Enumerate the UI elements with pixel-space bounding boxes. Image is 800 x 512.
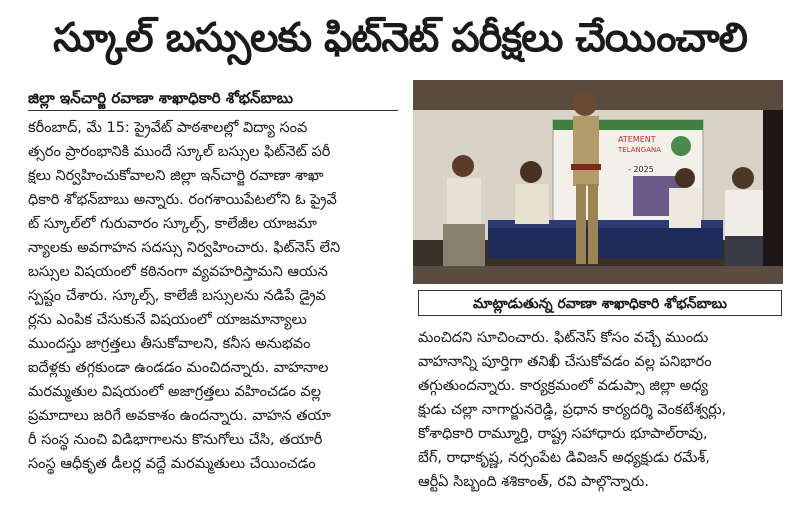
banner-text: ATEMENT	[618, 135, 656, 144]
article-line: ఐదేళ్లకు తగ్గకుండా ఉండడం మంచిదన్నారు. వాహనాల	[28, 360, 329, 376]
article-line: వాహనాన్ని పూర్తిగా తనిఖీ చేసుకోవడం వల్ల పనిభారం	[418, 354, 712, 370]
headline: స్కూల్ బస్సులకు ఫిట్‌నెట్ పరీక్షలు చేయించాలి	[53, 15, 747, 61]
article-line: బేగ్, రాధాకృష్ణ, నర్సంపేట డివిజన్ అధ్యక్షుడు రమేశ్,	[418, 450, 710, 466]
banner-text: TELANGANA	[618, 146, 662, 154]
article-line: ముందస్తు జాగ్రత్తలు తీసుకోవాలని, కనీస అనుభవం	[28, 336, 311, 352]
article-line: ఆర్టీఏ సిబ్బంది శశికాంత్, రవి పాల్గొన్నారు.	[418, 474, 649, 490]
article-line: ట్ స్కూల్‌లో గురువారం స్కూల్స్, కాలేజీల యాజమా	[28, 216, 317, 232]
article-line: మరమ్మతుల విషయంలో అజాగ్రత్తలు వహించడం వల్ల	[28, 384, 322, 400]
article-line: ప్రమాదాలు జరిగే అవకాశం ఉందన్నారు. వాహన తయా	[28, 408, 331, 424]
article-line: ధికారి శోభన్‌బాబు అన్నారు. రంగశాయిపేటలోని ఓ ప్రైవే	[28, 192, 337, 208]
article-line: బస్సుల విషయంలో కఠినంగా వ్యవహరిస్తామని ఆయన	[28, 264, 328, 280]
article-line: తగ్గుతుందన్నారు. కార్యక్రమంలో వడుప్సా జిల్లా అధ్య	[418, 378, 709, 394]
article-line: సంస్థ ఆధీకృత డీలర్ల వద్దే మరమ్మతులు చేయించడం	[28, 456, 316, 472]
article-line: కరీంబాద్, మే 15: ప్రైవేట్ పాఠశాలల్లో విద్యా సంవ	[28, 120, 308, 136]
photo-caption: మాట్లాడుతున్న రవాణా శాఖాధికారి శోభన్‌బాబు	[418, 290, 782, 316]
left-column	[28, 116, 402, 476]
article-line: కోశాధికారి రామ్మూర్తి, రాష్ట్ర సహాధారు భూపాల్‌రావు,	[418, 426, 708, 442]
article-line: రీ సంస్థ నుంచి విడిభాగాలను కొనుగోలు చేసి, తయారీ	[28, 432, 323, 448]
subheadline: జిల్లా ఇన్‌చార్జి రవాణా శాఖాధికారి శోభన్‌బాబు	[28, 86, 398, 111]
article-line: మంచిదని సూచించారు. ఫిట్‌నెస్ కోసం వచ్చే ముందు	[418, 330, 709, 346]
article-line: క్షలు నిర్వహించుకోవాలని జిల్లా ఇన్‌చార్జి రవాణా శాఖా	[28, 168, 324, 184]
article-line: న్యాలకు అవగాహన సదస్సు నిర్వహించారు. ఫిట్‌నెస్ లేని	[28, 240, 341, 256]
article-line: ర్లను ఎంపిక చేసుకునే విషయంలో యాజమాన్యాలు	[28, 312, 307, 328]
right-column	[418, 326, 794, 494]
article-line: త్సరం ప్రారంభానికి ముందే స్కూల్ బస్సుల ఫిట్‌నెట్ పరీ	[28, 144, 331, 160]
article-line: స్పష్టం చేశారు. స్కూల్స్, కాలేజీ బస్సులను నడిపే డ్రైవ	[28, 288, 326, 304]
article-line: క్షుడు చల్లా నాగార్జునరెడ్డి, ప్రధాన కార్యదర్శి వెంకటేశ్వర్లు,	[418, 402, 727, 418]
banner-text: - 2025	[628, 165, 654, 174]
news-photo	[413, 80, 783, 284]
